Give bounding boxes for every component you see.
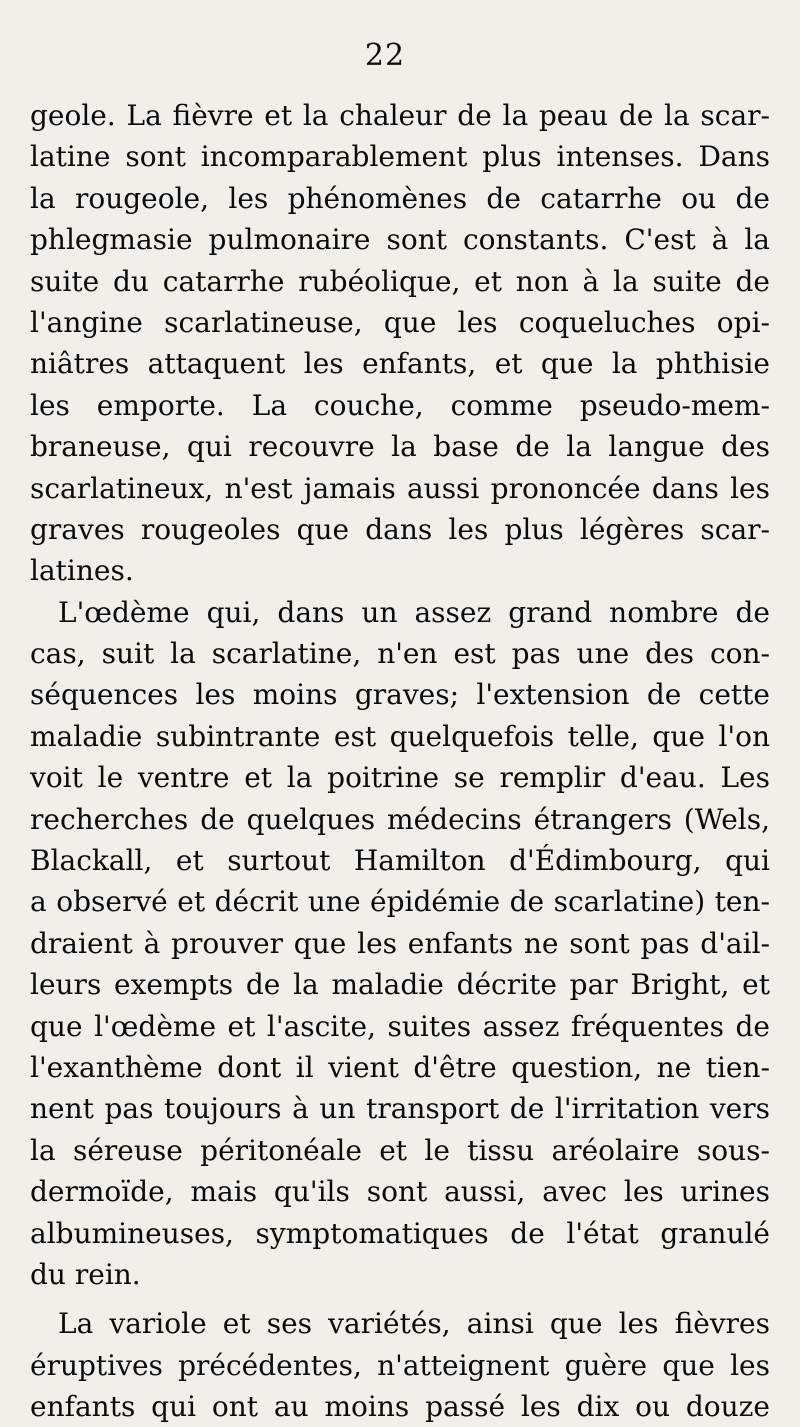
text-line: l'angine scarlatineuse, que les coqueluches opi- <box>30 305 770 339</box>
text-line: l'exanthème dont il vient d'être question, ne tien- <box>30 1050 770 1084</box>
text-line: enfants qui ont au moins passé les dix ou douze <box>30 1390 770 1424</box>
text-line: recherches de quelques médecins étrangers (Wels, <box>30 802 770 836</box>
text-line: du rein. <box>30 1257 141 1291</box>
text-line: latines. <box>30 554 134 588</box>
text-line: nent pas toujours à un transport de l'irritation vers <box>30 1092 770 1126</box>
text-line: La variole et ses variétés, ainsi que les fièvres <box>58 1307 770 1341</box>
text-line: dermoïde, mais qu'ils sont aussi, avec les urines <box>30 1175 770 1209</box>
text-line: a observé et décrit une épidémie de scarlatine) ten- <box>30 885 770 919</box>
paragraph-3 <box>30 1303 770 1427</box>
text-line: niâtres attaquent les enfants, et que la phthisie <box>30 347 770 381</box>
text-line: latine sont incomparablement plus intenses. Dans <box>30 140 770 174</box>
text-line: voit le ventre et la poitrine se remplir d'eau. Les <box>30 761 770 795</box>
text-line: suite du catarrhe rubéolique, et non à la suite de <box>30 264 770 298</box>
text-line: maladie subintrante est quelquefois telle, que l'on <box>30 719 770 753</box>
text-line: graves rougeoles que dans les plus légères scar- <box>30 512 770 546</box>
text-line: leurs exempts de la maladie décrite par Bright, et <box>30 968 770 1002</box>
text-line: L'œdème qui, dans un assez grand nombre de <box>58 595 770 629</box>
text-line: que l'œdème et l'ascite, suites assez fréquentes de <box>30 1009 770 1043</box>
text-line: la séreuse péritonéale et le tissu aréolaire sous- <box>30 1133 770 1167</box>
paragraph-2 <box>30 592 770 1296</box>
text-line: éruptives précédentes, n'atteignent guère que les <box>30 1348 770 1382</box>
text-line: albumineuses, symptomatiques de l'état granulé <box>30 1216 770 1250</box>
text-line: draient à prouver que les enfants ne sont pas d'ail- <box>30 926 770 960</box>
text-line: braneuse, qui recouvre la base de la langue des <box>30 430 770 464</box>
text-line: phlegmasie pulmonaire sont constants. C'est à la <box>30 223 770 257</box>
text-line: séquences les moins graves; l'extension de cette <box>30 678 770 712</box>
text-line: les emporte. La couche, comme pseudo-mem- <box>30 388 770 422</box>
text-line: Blackall, et surtout Hamilton d'Édimbourg, qui <box>30 844 770 878</box>
paragraph-1 <box>30 95 770 592</box>
text-line: cas, suit la scarlatine, n'en est pas une des con- <box>30 637 770 671</box>
text-line: geole. La fièvre et la chaleur de la peau de la scar- <box>30 99 770 132</box>
text-line: la rougeole, les phénomènes de catarrhe ou de <box>30 181 770 215</box>
text-line: scarlatineux, n'est jamais aussi prononcée dans les <box>30 471 770 505</box>
body-text <box>30 95 770 1427</box>
page-number: 22 <box>364 38 406 73</box>
